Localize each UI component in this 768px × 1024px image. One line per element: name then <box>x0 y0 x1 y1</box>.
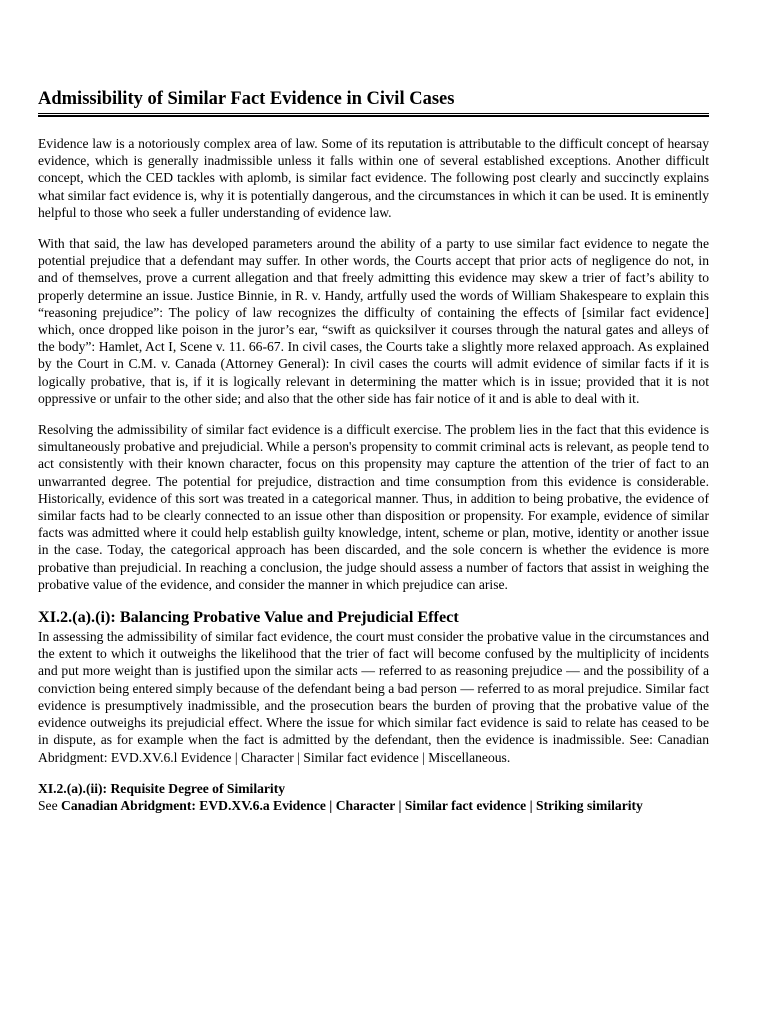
document-title: Admissibility of Similar Fact Evidence in Civil Cases <box>38 89 455 109</box>
see-prefix: See <box>38 797 58 813</box>
section-paragraph-balancing: In assessing the admissibility of similar fact evidence, the court must consider the probative value in the circumstances and the extent to which it outweighs the likelihood that the trier of fact will become confused by the multiplicity of incidents and put more weight than is justified upon the similar acts — referred to as reasoning prejudice — and the possibility of a conviction being entered simply because of the defendant being a bad person — referred to as moral prejudice. Similar fact evidence is presumptively inadmissible, and the prosecution bears the burden of proving that the probative value of the evidence outweighs its prejudicial effect. Where the issue for which similar fact evidence is said to relate has ceased to be in dispute, as for example when the fact is admitted by the defendant, then the evidence is inadmissible. See: Canadian Abridgment: EVD.XV.6.l Evidence | Character | Similar fact evidence | Miscellaneous. <box>38 629 709 765</box>
similarity-see-reference <box>38 797 709 814</box>
intro-paragraph-2: With that said, the law has developed parameters around the ability of a party to use similar fact evidence to negate the potential prejudice that a defendant may suffer. In other words, the Courts accept that prior acts of negligence do not, in and of themselves, prove a current allegation and that freely admitting this evidence may skew a trier of fact’s ability to properly determine an issue. Justice Binnie, in R. v. Handy, artfully used the words of William Shakespeare to explain this “reasoning prejudice”: The policy of law recognizes the difficulty of containing the effects of [similar fact evidence] which, once dropped like poison in the juror’s ear, “swift as quicksilver it courses through the natural gates and alleys of the body”: Hamlet, Act I, Scene v. 11. 66-67. In civil cases, the Courts take a slightly more relaxed approach. As explained by the Court in C.M. v. Canada (Attorney General): In civil cases the courts will admit evidence of similar facts if it is logically probative, that is, if it is logically relevant in determining the matter which is in issue; provided that it is not oppressive or unfair to the other side; and also that the other side has fair notice of it and is able to deal with it. <box>38 236 709 406</box>
intro-paragraph-3: Resolving the admissibility of similar fact evidence is a difficult exercise. The problem lies in the fact that this evidence is simultaneously probative and prejudicial. While a person's propensity to commit criminal acts is relevant, as people tend to act consistently with their known character, focus on this propensity may capture the attention of the trier of fact to an unwarranted degree. The potential for prejudice, distraction and time consumption from this evidence is considerable. Historically, evidence of this sort was treated in a categorical manner. Thus, in addition to being probative, the evidence of similar facts had to be clearly connected to an issue other than disposition or propensity. For example, evidence of similar facts was admitted where it could help establish guilty knowledge, intent, scheme or plan, motive, identity or another issue in the case. Today, the categorical approach has been discarded, and the sole concern is whether the evidence is more probative than prejudicial. In reaching a conclusion, the judge should assess a number of factors that assist in weighing the probative value of the evidence, and consider the manner in which prejudice can arise. <box>38 422 709 592</box>
title-underline-divider <box>38 113 709 117</box>
section-heading-similarity: XI.2.(a).(ii): Requisite Degree of Similarity <box>38 780 286 796</box>
intro-paragraph-1: Evidence law is a notoriously complex area of law. Some of its reputation is attributable to the difficult concept of hearsay evidence, which is generally inadmissible unless it falls within one of several established exceptions. Another difficult concept, which the CED tackles with aplomb, is similar fact evidence. The following post clearly and succinctly explains what similar fact evidence is, why it is potentially dangerous, and the circumstances in which it can be used. It is eminently helpful to those who seek a fuller understanding of evidence law. <box>38 136 709 220</box>
section-heading-balancing: XI.2.(a).(i): Balancing Probative Value and Prejudicial Effect <box>38 608 459 627</box>
abridgment-reference-link[interactable]: Canadian Abridgment: EVD.XV.6.a Evidence | Character | Similar fact evidence | Striking similarity <box>61 797 643 813</box>
document-page <box>38 86 709 814</box>
